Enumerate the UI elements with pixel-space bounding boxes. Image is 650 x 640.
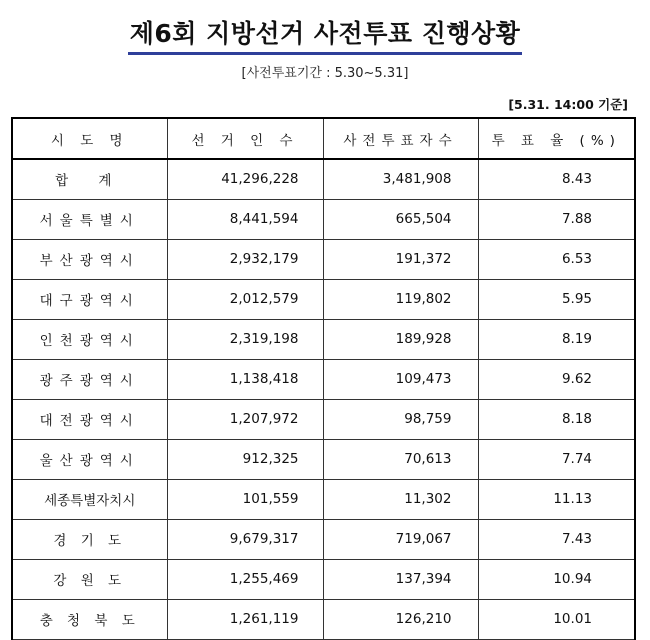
region-cell: 대구광역시 <box>12 279 167 319</box>
electors-cell: 912,325 <box>167 439 323 479</box>
turnout-cell: 7.43 <box>478 519 635 559</box>
electors-cell: 2,012,579 <box>167 279 323 319</box>
table-row <box>12 519 635 559</box>
region-cell: 합 계 <box>12 159 167 199</box>
turnout-cell: 8.43 <box>478 159 635 199</box>
table-row <box>12 479 635 519</box>
table-row <box>12 439 635 479</box>
turnout-cell: 10.94 <box>478 559 635 599</box>
turnout-cell: 6.53 <box>478 239 635 279</box>
turnout-table <box>11 117 636 640</box>
early-voters-cell: 119,802 <box>323 279 478 319</box>
turnout-cell: 11.13 <box>478 479 635 519</box>
header-electors: 선 거 인 수 <box>167 118 323 159</box>
turnout-cell: 7.88 <box>478 199 635 239</box>
electors-cell: 101,559 <box>167 479 323 519</box>
early-voters-cell: 11,302 <box>323 479 478 519</box>
region-cell: 세종특별자치시 <box>12 479 167 519</box>
early-voters-cell: 109,473 <box>323 359 478 399</box>
electors-cell: 1,207,972 <box>167 399 323 439</box>
region-cell: 충 청 북 도 <box>12 599 167 639</box>
table-row <box>12 319 635 359</box>
electors-cell: 1,255,469 <box>167 559 323 599</box>
electors-cell: 9,679,317 <box>167 519 323 559</box>
early-voters-cell: 98,759 <box>323 399 478 439</box>
electors-cell: 41,296,228 <box>167 159 323 199</box>
table-header-row <box>12 118 635 159</box>
early-voters-cell: 126,210 <box>323 599 478 639</box>
early-voters-cell: 189,928 <box>323 319 478 359</box>
early-voters-cell: 665,504 <box>323 199 478 239</box>
turnout-cell: 8.18 <box>478 399 635 439</box>
table-row <box>12 199 635 239</box>
table-row <box>12 279 635 319</box>
table-row <box>12 159 635 199</box>
region-cell: 대전광역시 <box>12 399 167 439</box>
region-cell: 서울특별시 <box>12 199 167 239</box>
electors-cell: 1,261,119 <box>167 599 323 639</box>
turnout-cell: 7.74 <box>478 439 635 479</box>
header-turnout: 투 표 율 (%) <box>478 118 635 159</box>
table-row <box>12 359 635 399</box>
table-row <box>12 239 635 279</box>
early-voters-cell: 191,372 <box>323 239 478 279</box>
turnout-cell: 5.95 <box>478 279 635 319</box>
electors-cell: 8,441,594 <box>167 199 323 239</box>
region-cell: 부산광역시 <box>12 239 167 279</box>
turnout-cell: 10.01 <box>478 599 635 639</box>
voting-period: [사전투표기간 : 5.30~5.31] <box>241 66 409 81</box>
electors-cell: 2,319,198 <box>167 319 323 359</box>
base-time: [5.31. 14:00 기준] <box>508 97 628 112</box>
table-row <box>12 559 635 599</box>
region-cell: 경 기 도 <box>12 519 167 559</box>
header-early-voters: 사전투표자수 <box>323 118 478 159</box>
region-cell: 강 원 도 <box>12 559 167 599</box>
turnout-cell: 9.62 <box>478 359 635 399</box>
turnout-cell: 8.19 <box>478 319 635 359</box>
region-cell: 인천광역시 <box>12 319 167 359</box>
electors-cell: 2,932,179 <box>167 239 323 279</box>
early-voters-cell: 70,613 <box>323 439 478 479</box>
early-voters-cell: 137,394 <box>323 559 478 599</box>
region-cell: 광주광역시 <box>12 359 167 399</box>
early-voters-cell: 3,481,908 <box>323 159 478 199</box>
header-region: 시 도 명 <box>12 118 167 159</box>
table-row <box>12 599 635 639</box>
region-cell: 울산광역시 <box>12 439 167 479</box>
early-voters-cell: 719,067 <box>323 519 478 559</box>
table-row <box>12 399 635 439</box>
page-title <box>0 14 650 55</box>
electors-cell: 1,138,418 <box>167 359 323 399</box>
page-title-text: 제6회 지방선거 사전투표 진행상황 <box>128 14 523 55</box>
